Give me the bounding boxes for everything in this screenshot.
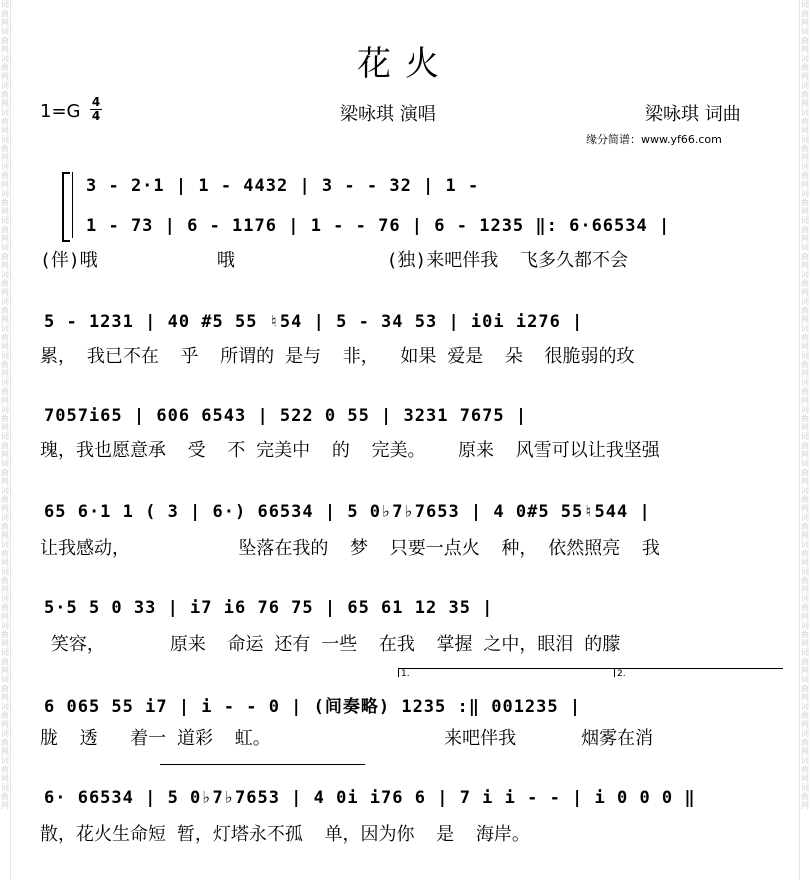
lyric-row: 散，花火生命短 暂，灯塔永不孤 单，因为你 是 海岸。 xyxy=(40,824,530,845)
lyric-row: 让我感动， 坠落在我的 梦 只要一点火 种， 依然照亮 我 xyxy=(40,538,660,559)
lyric-row: 笑容， 原来 命运 还有 一些 在我 掌握 之中，眼泪 的朦 xyxy=(40,634,621,655)
lyric-row: 胧 透 着一 道彩 虹。 来吧伴我 烟雾在消 xyxy=(40,728,654,749)
lyric-row: 瑰，我也愿意承 受 不 完美中 的 完美。 原来 风雪可以让我坚强 xyxy=(40,440,660,461)
author-credit: 梁咏琪 词曲 xyxy=(645,104,741,125)
notation-row: 6· 66534 | 5 0♭7♭7653 | 4 0i i76 6 | 7 i i - - | i 0 0 0 ‖ xyxy=(44,788,696,808)
system-bracket-line xyxy=(72,172,73,238)
time-signature xyxy=(90,96,102,123)
system-bracket xyxy=(62,172,70,242)
lyric-row: 累， 我已不在 乎 所谓的 是与 非， 如果 爱是 朵 很脆弱的玫 xyxy=(40,346,635,367)
tie-line xyxy=(160,764,365,765)
source-url: 缘分简谱：www.yf66.com xyxy=(586,133,722,146)
song-title: 花火 xyxy=(357,44,453,84)
notation-row: 65 6·1 1 ( 3 | 6·) 66534 | 5 0♭7♭7653 | 4 0#5 55♮544 | xyxy=(44,502,651,522)
volta-second-ending: 2. xyxy=(614,668,783,677)
watermark-strip-right: 词曲网词曲网词曲网词曲网词曲网词曲网词曲网词曲网词曲网词曲网词曲网词曲网词曲网词曲网词曲网词曲网词曲网词曲网词曲网词曲网词曲网词曲网词曲网词曲网词曲网词曲网词曲网词曲网词曲网词曲网 xyxy=(799,0,810,880)
time-signature-bottom: 4 xyxy=(91,109,101,123)
lyric-row: (伴)哦 哦 (独)来吧伴我 飞多久都不会 xyxy=(40,250,628,271)
notation-row: 1 - 73 | 6 - 1176 | 1 - - 76 | 6 - 1235 ‖: 6·66534 | xyxy=(86,216,671,236)
volta-first-ending: 1. xyxy=(398,668,615,677)
notation-row: 6 065 55 i7 | i - - 0 | (间奏略) 1235 :‖ 001235 | xyxy=(44,697,582,717)
notation-row: 5·5 5 0 33 | i7 i6 76 75 | 65 61 12 35 | xyxy=(44,598,494,618)
notation-row: 7057i65 | 606 6543 | 522 0 55 | 3231 7675 | xyxy=(44,406,528,426)
singer-credit: 梁咏琪 演唱 xyxy=(340,104,436,125)
notation-row: 5 - 1231 | 40 #5 55 ♮54 | 5 - 34 53 | i0i i276 | xyxy=(44,312,584,332)
key-signature: 1=G xyxy=(40,101,81,122)
time-signature-top: 4 xyxy=(91,95,101,109)
watermark-strip-left: 词曲网词曲网词曲网词曲网词曲网词曲网词曲网词曲网词曲网词曲网词曲网词曲网词曲网词曲网词曲网词曲网词曲网词曲网词曲网词曲网词曲网词曲网词曲网词曲网词曲网词曲网词曲网词曲网词曲网词曲网 xyxy=(0,0,11,880)
notation-row: 3 - 2·1 | 1 - 4432 | 3 - - 32 | 1 - xyxy=(86,176,480,196)
